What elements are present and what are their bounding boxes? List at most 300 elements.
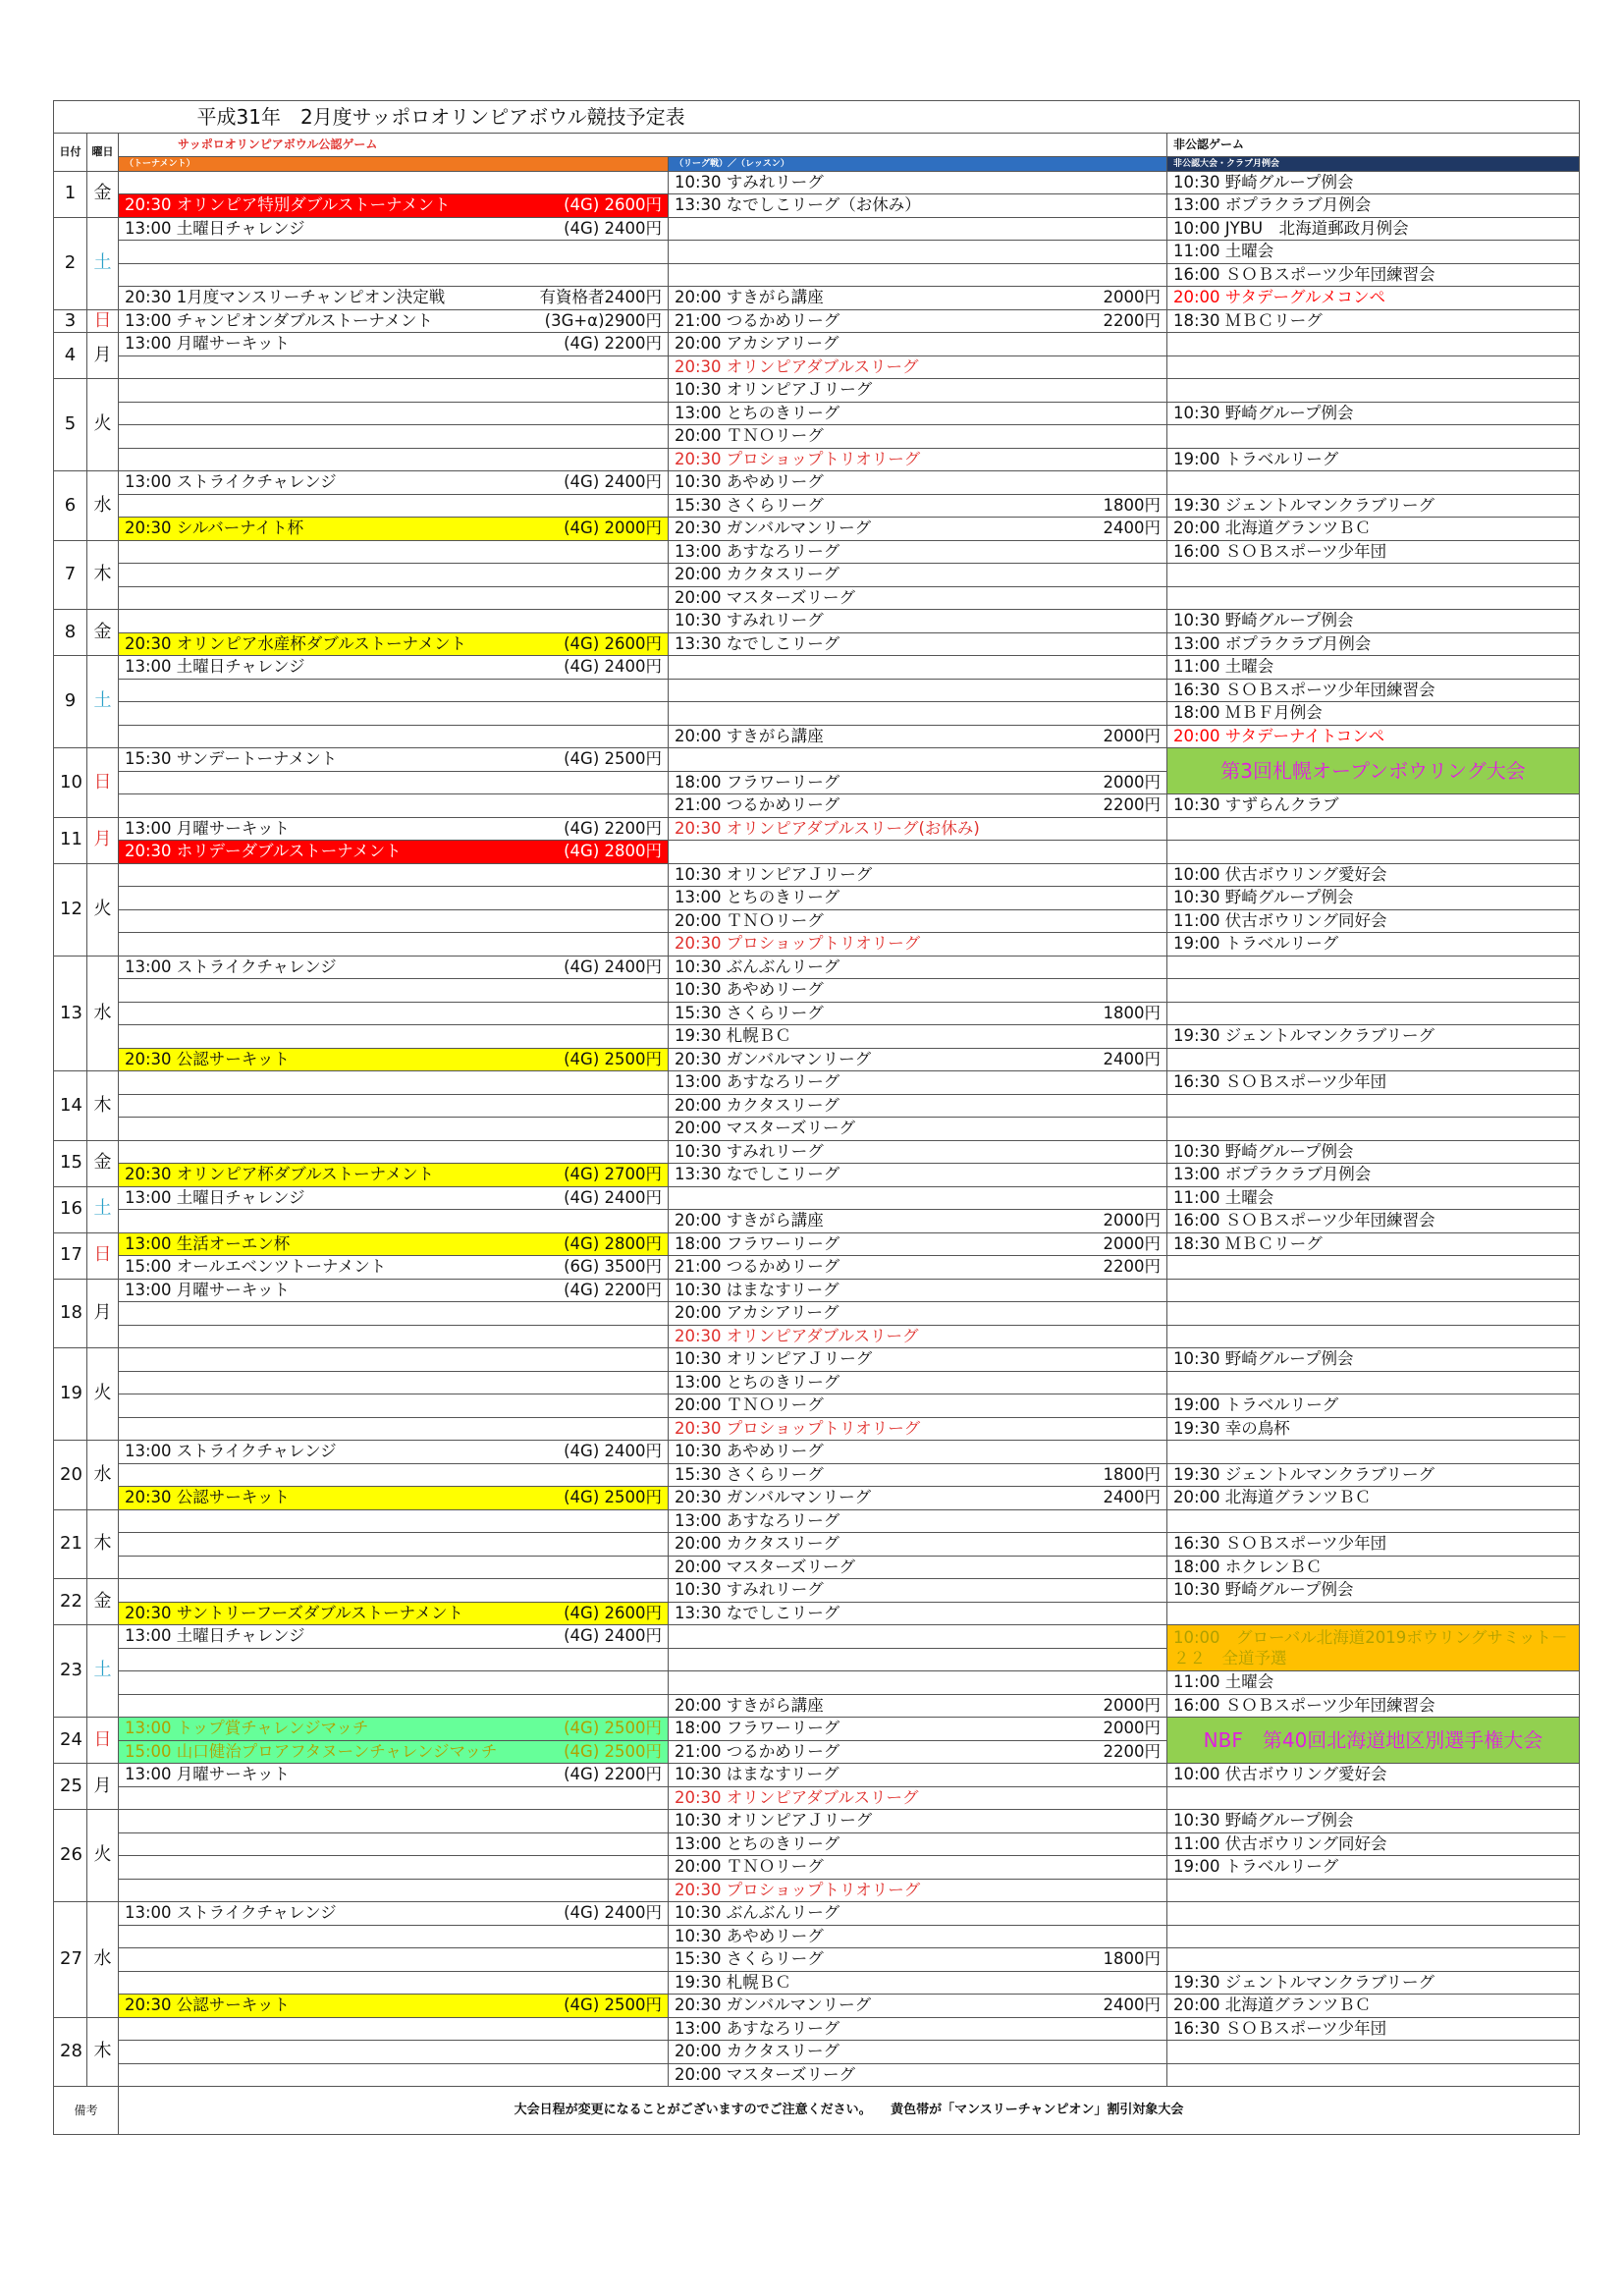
club-event-cell: 18:00 ホクレンＢＣ [1167,1556,1580,1579]
tournament-cell [119,217,669,241]
tournament-cell [119,448,669,471]
league-name: 20:30 プロショップトリオリーグ [675,934,921,953]
schedule-row [54,1140,1580,1164]
league-name: 10:30 はまなすリーグ [675,1280,839,1299]
tournament-name: 13:00 チャンピオンダブルストーナメント [125,310,433,330]
club-event-cell: 20:00 北海道グランツＢＣ [1167,1487,1580,1510]
league-fee: 2000円 [1103,772,1161,792]
schedule-row [54,1371,1580,1394]
league-cell [669,1579,1167,1603]
schedule-table [53,100,1580,2135]
league-name: 10:30 あやめリーグ [675,472,824,491]
league-cell [669,1995,1167,2018]
tournament-name: 20:30 1月度マンスリーチャンピオン決定戦 [125,288,446,306]
league-name: 20:30 プロショップトリオリーグ [675,1880,921,1899]
official-header: サッポロオリンピアボウル公認ゲーム [119,134,1167,157]
day-cell: 3 [54,309,87,333]
tournament-cell [119,494,669,518]
tournament-name: 13:00 ストライクチャレンジ [125,1903,337,1922]
schedule-row [54,2017,1580,2041]
league-name: 20:00 ＴＮＯリーグ [675,910,824,930]
unofficial-header: 非公認ゲーム [1167,134,1580,157]
schedule-row [54,1118,1580,1141]
weekday-cell: 日 [87,748,119,818]
schedule-row [54,518,1580,541]
tournament-cell [119,241,669,264]
league-name: 19:30 札幌ＢＣ [675,1972,791,1992]
league-cell [669,194,1167,218]
schedule-row [54,933,1580,957]
club-event-cell: 20:00 北海道グランツＢＣ [1167,1995,1580,2018]
schedule-sheet [53,100,1579,2135]
league-cell [669,1832,1167,1856]
league-cell [669,1325,1167,1348]
league-cell [669,1971,1167,1995]
league-cell [669,1879,1167,1902]
league-name: 20:00 マスターズリーグ [675,1557,855,1576]
weekday-cell: 土 [87,656,119,748]
tournament-cell [119,1186,669,1210]
tournament-cell [119,1256,669,1280]
schedule-row [54,1463,1580,1487]
day-cell: 12 [54,863,87,956]
schedule-row [54,355,1580,379]
tournament-cell [119,379,669,403]
tournament-name: 13:00 トップ賞チャレンジマッチ [125,1719,369,1737]
tournament-name: 13:00 月曜サーキット [125,1280,290,1299]
schedule-row [54,1071,1580,1095]
club-event-cell: 16:00 ＳＯＢスポーツ少年団 [1167,540,1580,564]
league-fee: 2400円 [1103,1049,1161,1068]
club-event-cell: 10:30 野崎グループ例会 [1167,1140,1580,1164]
club-event-cell: 16:30 ＳＯＢスポーツ少年団 [1167,1533,1580,1557]
league-header: （リーグ戦）／（レッスン） [669,156,1167,171]
tournament-name: 20:30 サントリーフーズダブルストーナメント [125,1603,464,1622]
league-name: 20:00 アカシアリーグ [675,1303,839,1322]
tournament-cell [119,1210,669,1233]
club-event-cell [1167,1879,1580,1902]
club-event-cell: 18:00 ＭＢＦ月例会 [1167,702,1580,726]
league-name: 10:30 ぶんぶんリーグ [675,957,840,976]
schedule-row [54,1764,1580,1787]
tournament-cell [119,956,669,979]
league-cell [669,863,1167,887]
weekday-cell: 火 [87,1348,119,1441]
league-fee: 2000円 [1103,1211,1161,1230]
tournament-fee: (4G) 2700円 [564,1165,662,1183]
tournament-cell [119,817,669,841]
weekday-cell: 木 [87,1509,119,1579]
league-cell [669,1533,1167,1557]
club-event-cell [1167,1948,1580,1972]
tournament-cell [119,725,669,748]
league-cell [669,402,1167,425]
tournament-name: 20:30 シルバーナイト杯 [125,519,304,537]
schedule-row [54,1995,1580,2018]
tournament-cell [119,1718,669,1741]
schedule-row [54,1002,1580,1025]
tournament-cell [119,1602,669,1625]
club-event-cell: 19:30 ジェントルマンクラブリーグ [1167,1463,1580,1487]
schedule-row [54,794,1580,818]
tournament-name: 20:30 ホリデーダブルストーナメント [125,842,402,860]
schedule-row [54,632,1580,656]
league-name: 10:30 オリンピアＪリーグ [675,1811,873,1830]
day-cell: 28 [54,2017,87,2087]
league-cell [669,1302,1167,1326]
remarks-note: 大会日程が変更になることがございますのでご注意ください。 黄色帯が「マンスリーチャンピオン」割引対象大会 [119,2087,1580,2135]
tournament-cell [119,1579,669,1603]
day-cell: 22 [54,1579,87,1625]
tournament-fee: (4G) 2500円 [564,1995,662,2014]
tournament-cell [119,1925,669,1948]
tournament-cell [119,1740,669,1764]
tournament-name: 13:00 ストライクチャレンジ [125,957,337,976]
league-name: 20:30 オリンピアダブルスリーグ [675,356,919,376]
club-event-cell: 16:30 ＳＯＢスポーツ少年団 [1167,1071,1580,1095]
league-cell [669,702,1167,726]
club-event-cell [1167,586,1580,610]
league-fee: 2400円 [1103,1995,1161,2014]
schedule-row [54,863,1580,887]
club-event-cell [1167,1602,1580,1625]
club-event-cell [1167,979,1580,1003]
league-name: 20:00 カクタスリーグ [675,565,839,583]
tournament-cell [119,1417,669,1441]
league-cell [669,1164,1167,1187]
league-cell [669,1279,1167,1302]
schedule-row [54,1856,1580,1880]
day-cell: 20 [54,1441,87,1510]
club-event-cell [1167,379,1580,403]
club-event-cell: 11:00 土曜会 [1167,656,1580,680]
league-name: 20:30 ガンバルマンリーグ [675,1049,872,1068]
club-event-cell: 第3回札幌オープンボウリング大会 [1167,748,1580,794]
tournament-cell [119,402,669,425]
day-cell: 16 [54,1186,87,1232]
tournament-name: 20:30 公認サーキット [125,1995,290,2014]
club-event-cell: 20:00 北海道グランツＢＣ [1167,518,1580,541]
tournament-cell [119,1394,669,1418]
club-event-cell: 10:00 伏古ボウリング愛好会 [1167,863,1580,887]
club-event-cell: 10:30 野崎グループ例会 [1167,887,1580,910]
club-event-cell [1167,425,1580,449]
club-event-cell: 10:00 JYBU 北海道郵政月例会 [1167,217,1580,241]
tournament-cell [119,1002,669,1025]
tournament-cell [119,540,669,564]
club-event-cell: 19:30 幸の鳥杯 [1167,1417,1580,1441]
league-name: 10:30 あやめリーグ [675,1442,824,1460]
league-name: 20:00 ＴＮＯリーグ [675,426,824,445]
club-event-cell: 10:30 野崎グループ例会 [1167,171,1580,194]
league-name: 20:30 プロショップトリオリーグ [675,1418,921,1438]
weekday-cell: 火 [87,379,119,471]
schedule-row [54,1509,1580,1533]
league-cell [669,2063,1167,2087]
league-cell [669,1556,1167,1579]
club-event-cell: 19:00 トラベルリーグ [1167,933,1580,957]
club-event-cell: 10:30 野崎グループ例会 [1167,1810,1580,1833]
league-name: 20:30 オリンピアダブルスリーグ [675,1326,919,1345]
tournament-name: 20:30 公認サーキット [125,1049,290,1068]
league-name: 18:00 フラワーリーグ [675,1719,840,1737]
league-cell [669,1140,1167,1164]
tournament-cell [119,586,669,610]
tournament-cell [119,518,669,541]
league-name: 10:30 はまなすリーグ [675,1765,839,1783]
club-event-cell: 18:30 ＭＢＣリーグ [1167,1232,1580,1256]
league-cell [669,1925,1167,1948]
tournament-cell [119,1025,669,1049]
tournament-cell [119,1348,669,1372]
league-name: 15:30 さくらリーグ [675,1003,824,1022]
schedule-row [54,1025,1580,1049]
day-cell: 6 [54,471,87,541]
tournament-cell [119,1971,669,1995]
league-name: 20:00 ＴＮＯリーグ [675,1857,824,1876]
club-event-cell [1167,1371,1580,1394]
tournament-cell [119,333,669,356]
weekday-cell: 水 [87,1902,119,2018]
weekday-cell: 金 [87,171,119,217]
tournament-fee: (4G) 2600円 [564,195,662,214]
league-name: 10:30 すみれリーグ [675,611,824,629]
tournament-cell [119,355,669,379]
league-name: 19:30 札幌ＢＣ [675,1026,791,1045]
weekday-cell: 金 [87,1140,119,1186]
club-event-cell: 19:30 ジェントルマンクラブリーグ [1167,494,1580,518]
day-cell: 21 [54,1509,87,1579]
league-cell [669,287,1167,310]
club-event-cell: 16:30 ＳＯＢスポーツ少年団 [1167,2017,1580,2041]
league-cell [669,979,1167,1003]
schedule-row [54,1210,1580,1233]
day-cell: 14 [54,1071,87,1141]
schedule-row [54,1602,1580,1625]
tournament-name: 13:00 月曜サーキット [125,1765,290,1783]
club-event-cell: 11:00 伏古ボウリング同好会 [1167,909,1580,933]
day-cell: 18 [54,1279,87,1348]
tournament-fee: (4G) 2500円 [564,749,662,768]
tournament-fee: (4G) 2800円 [564,842,662,860]
schedule-row [54,1694,1580,1718]
league-cell [669,1648,1167,1671]
tournament-cell [119,1232,669,1256]
league-cell [669,1740,1167,1764]
tournament-cell [119,1533,669,1557]
league-name: 10:30 あやめリーグ [675,1926,824,1945]
weekday-cell: 日 [87,1718,119,1764]
schedule-row [54,564,1580,587]
club-event-cell: 10:30 野崎グループ例会 [1167,610,1580,633]
club-event-cell [1167,1048,1580,1071]
day-cell: 15 [54,1140,87,1186]
tournament-cell [119,632,669,656]
league-fee: 2000円 [1103,726,1161,745]
league-cell [669,263,1167,287]
league-name: 13:00 あすなろリーグ [675,2018,840,2038]
league-cell [669,564,1167,587]
remarks-label: 備考 [54,2087,119,2135]
tournament-cell [119,1302,669,1326]
league-name: 20:00 マスターズリーグ [675,1119,855,1137]
league-cell [669,1718,1167,1741]
league-cell [669,171,1167,194]
weekday-cell: 木 [87,540,119,610]
schedule-row [54,1186,1580,1210]
schedule-row [54,1671,1580,1695]
tournament-cell [119,610,669,633]
tournament-name: 20:30 公認サーキット [125,1488,290,1506]
league-name: 20:30 プロショップトリオリーグ [675,449,921,468]
schedule-row [54,1417,1580,1441]
tournament-cell [119,2063,669,2087]
tournament-cell [119,841,669,864]
tournament-cell [119,748,669,772]
league-cell [669,333,1167,356]
schedule-row [54,1487,1580,1510]
league-name: 13:00 あすなろリーグ [675,1510,840,1530]
league-fee: 2200円 [1103,310,1161,330]
tournament-name: 15:00 山口健治プロアフタヌーンチャレンジマッチ [125,1741,498,1761]
league-cell [669,1094,1167,1118]
day-cell: 4 [54,333,87,379]
schedule-row [54,1925,1580,1948]
schedule-row [54,2041,1580,2064]
league-cell [669,909,1167,933]
league-name: 20:00 カクタスリーグ [675,1095,839,1115]
weekday-cell: 木 [87,2017,119,2087]
tournament-cell [119,2017,669,2041]
league-name: 20:00 マスターズリーグ [675,587,855,607]
club-event-cell [1167,1925,1580,1948]
schedule-row [54,1810,1580,1833]
league-name: 20:00 すきがら講座 [675,288,824,306]
schedule-row [54,448,1580,471]
club-event-cell [1167,1902,1580,1926]
tournament-cell [119,679,669,702]
schedule-row [54,1902,1580,1926]
club-event-cell: 18:30 ＭＢＣリーグ [1167,309,1580,333]
weekday-cell: 木 [87,1071,119,1141]
tournament-cell [119,1048,669,1071]
tournament-name: 15:30 サンデートーナメント [125,749,338,768]
schedule-row [54,748,1580,772]
league-cell [669,425,1167,449]
league-cell [669,1602,1167,1625]
league-name: 15:30 さくらリーグ [675,495,824,515]
club-event-cell: 19:00 トラベルリーグ [1167,1394,1580,1418]
day-cell: 7 [54,540,87,610]
tournament-cell [119,1856,669,1880]
club-event-cell [1167,1002,1580,1025]
club-event-cell: 19:00 トラベルリーグ [1167,448,1580,471]
league-fee: 2200円 [1103,1741,1161,1761]
tournament-fee: (4G) 2400円 [564,1626,662,1645]
league-cell [669,632,1167,656]
club-event-cell [1167,1509,1580,1533]
tournament-fee: (4G) 2400円 [564,657,662,676]
league-cell [669,1810,1167,1833]
tournament-cell [119,1625,669,1649]
schedule-row [54,425,1580,449]
league-cell [669,1487,1167,1510]
tournament-name: 13:00 ストライクチャレンジ [125,1442,337,1460]
schedule-row [54,956,1580,979]
club-event-cell: 13:00 ボプラクラブ月例会 [1167,194,1580,218]
league-cell [669,933,1167,957]
tournament-cell [119,1164,669,1187]
league-cell [669,1002,1167,1025]
tournament-fee: (4G) 2400円 [564,472,662,491]
schedule-row [54,1718,1580,1741]
schedule-row [54,1579,1580,1603]
league-cell [669,725,1167,748]
page-title: 平成31年 2月度サッポロオリンピアボウル競技予定表 [119,101,1580,134]
club-event-cell [1167,564,1580,587]
schedule-row [54,725,1580,748]
league-name: 20:30 オリンピアダブルスリーグ [675,1787,919,1807]
footer-row [54,2087,1580,2135]
league-cell [669,771,1167,794]
club-event-cell [1167,2041,1580,2064]
schedule-row [54,1948,1580,1972]
tournament-cell [119,1441,669,1464]
league-fee: 1800円 [1103,1003,1161,1022]
club-event-cell [1167,333,1580,356]
league-name: 13:00 あすなろリーグ [675,1072,840,1091]
tournament-name: 13:00 月曜サーキット [125,334,290,353]
league-cell [669,1441,1167,1464]
league-cell [669,1232,1167,1256]
schedule-row [54,1325,1580,1348]
club-event-cell [1167,1302,1580,1326]
tournament-cell [119,1832,669,1856]
schedule-row [54,1786,1580,1810]
tournament-cell [119,1810,669,1833]
schedule-row [54,471,1580,495]
tournament-cell [119,863,669,887]
tournament-cell [119,1995,669,2018]
tournament-header: （トーナメント） [119,156,669,171]
club-event-cell: 13:00 ボプラクラブ月例会 [1167,1164,1580,1187]
schedule-row [54,263,1580,287]
tournament-fee: (4G) 2600円 [564,633,662,653]
schedule-row [54,909,1580,933]
league-name: 15:30 さくらリーグ [675,1464,824,1484]
tournament-cell [119,1140,669,1164]
club-event-cell [1167,817,1580,841]
tournament-cell [119,1694,669,1718]
league-cell [669,1902,1167,1926]
tournament-cell [119,979,669,1003]
tournament-cell [119,794,669,818]
tournament-cell [119,1786,669,1810]
club-event-cell: 19:00 トラベルリーグ [1167,1856,1580,1880]
league-cell [669,586,1167,610]
club-event-cell [1167,1279,1580,1302]
schedule-row [54,379,1580,403]
tournament-fee: (4G) 2200円 [564,334,662,353]
club-event-cell [1167,355,1580,379]
club-event-cell [1167,471,1580,495]
day-cell: 24 [54,1718,87,1764]
tournament-fee: (4G) 2400円 [564,1187,662,1207]
tournament-cell [119,564,669,587]
league-name: 20:30 ガンバルマンリーグ [675,519,872,537]
tournament-cell [119,702,669,726]
club-event-cell: 10:30 野崎グループ例会 [1167,1579,1580,1603]
